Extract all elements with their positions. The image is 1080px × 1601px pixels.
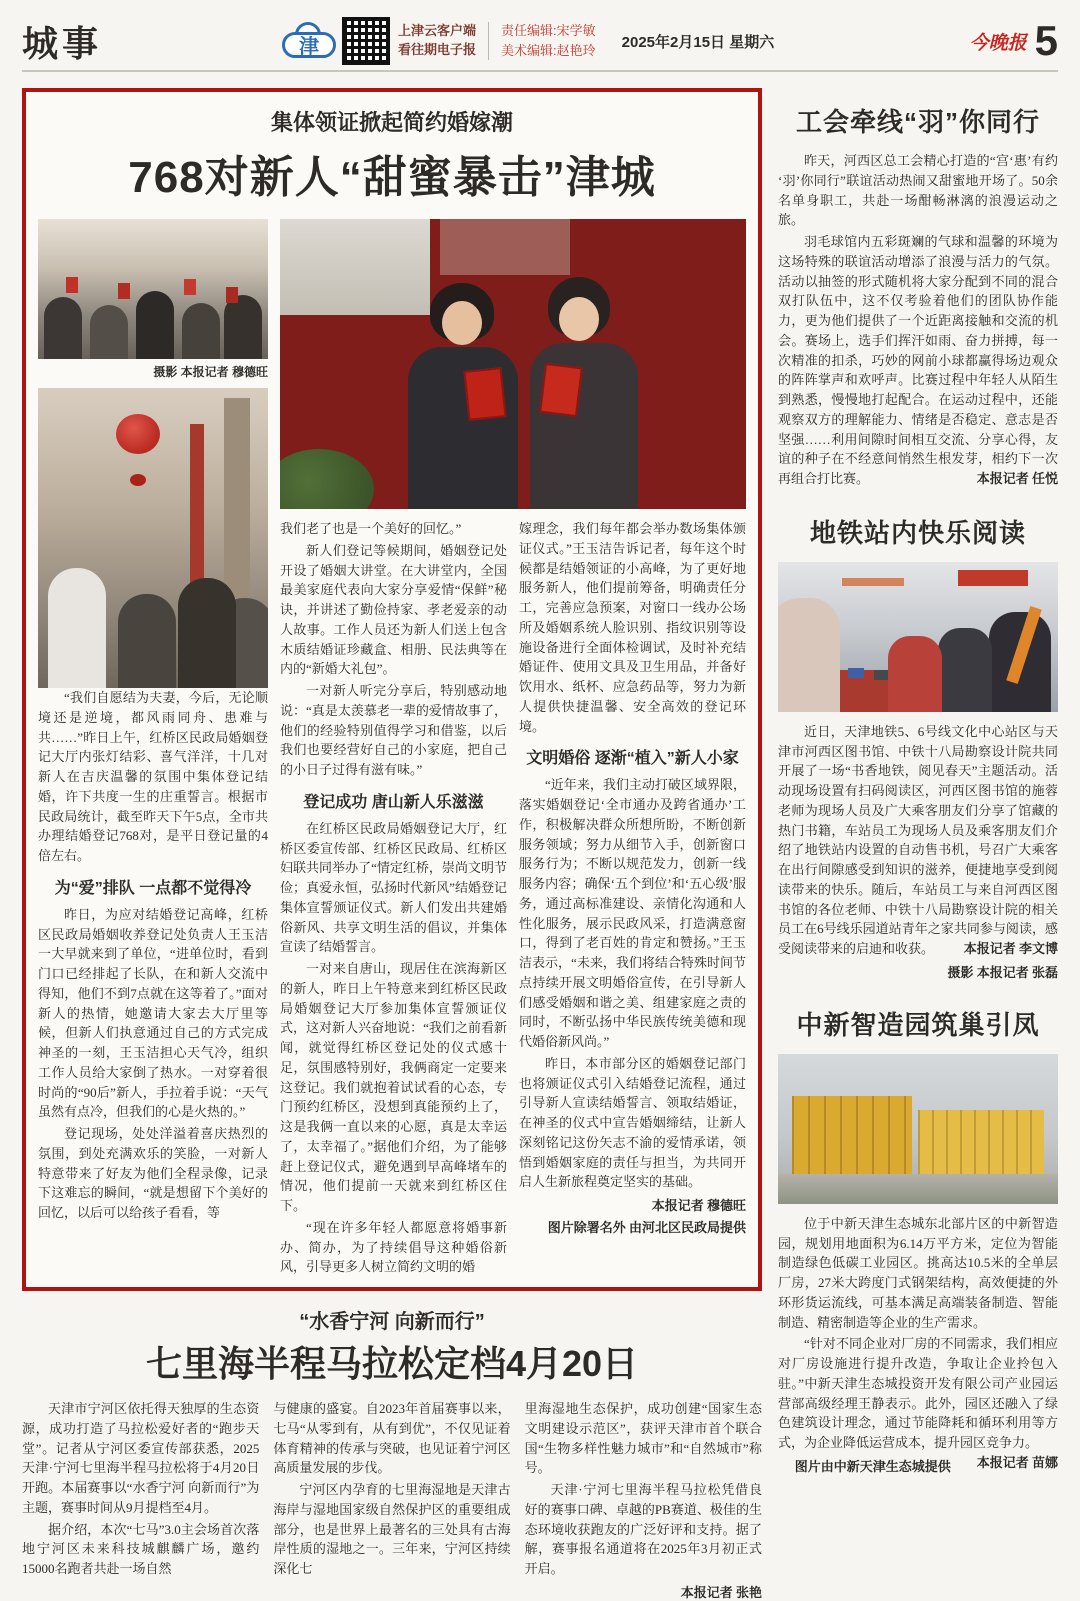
main-article-text-columns xyxy=(280,519,746,1279)
sidebar-article-byline: 本报记者 任悦 xyxy=(976,471,1058,486)
paragraph: 新人们登记等候期间，婚姻登记处开设了婚姻大讲堂。在大讲堂内，全国最美家庭代表向大家分享爱情“保鲜”秘诀，并讲述了勤俭持家、孝老爱亲的动人故事。工作人员还为新人们送上包含木质结婚证珍藏盒、相册、民法典等在内的“新婚大礼包”。 xyxy=(280,542,507,677)
jin-cloud-logo-icon xyxy=(282,22,336,60)
page-content xyxy=(22,88,1058,1601)
subhead-queue-for-love: 为“爱”排队 一点都不觉得冷 xyxy=(54,879,252,897)
bottom-column-1 xyxy=(22,1399,259,1601)
main-article-column-2 xyxy=(280,519,507,1279)
paragraph: 昨天，河西区总工会精心打造的“宫‘惠’有约 ‘羽’你同行”联谊活动热闹又甜蜜地开场了。50余名单身职工，共赴一场酣畅淋漓的浪漫运动之旅。 xyxy=(778,153,1058,228)
bottom-article-kicker: “水香宁河 向新而行” xyxy=(299,1311,485,1333)
bottom-article-columns xyxy=(22,1399,762,1601)
left-column xyxy=(22,88,762,1601)
page-date: 2025年2月15日 星期六 xyxy=(621,33,775,51)
sidebar-photo-byline: 摄影 本报记者 张磊 xyxy=(947,964,1058,980)
marriage-certificate-left xyxy=(463,367,506,421)
paragraph: 一对新人听完分享后，特别感动地说：“真是太羡慕老一辈的爱情故事了，他们的经验特别值得学习和借鉴，以后我们也要经营好自己的小家庭，把自己的小日子过得有滋有味。” xyxy=(280,683,507,777)
paragraph: 位于中新天津生态城东北部片区的中新智造园，规划用地面积为6.14万平方米，定位为智能制造绿色低碳工业园区。挑高达10.5米的全单层厂房，27米大跨度门式钢架结构，高效便捷的外环形货运流线，可基本满足高端装备制造、智能制造、精密制造等企业的生产需求。 xyxy=(778,1215,1058,1330)
paragraph: 宁河区内孕育的七里海湿地是天津古海岸与湿地国家级自然保护区的重要组成部分，也是世界上最著名的三处具有古海岸性质的湿地之一。三年来，宁河区持续深化七 xyxy=(273,1482,511,1576)
masthead xyxy=(969,17,1058,64)
photo-caption: 摄影 本报记者 穆德旺 xyxy=(153,365,268,379)
paragraph-text: 近日，天津地铁5、6号线文化中心站区与天津市河西区图书馆、中铁十八局勘察设计院共同开展了一场“书香地铁，阅见春天”主题活动。活动现场设置有扫码阅读区，河西区图书馆的施蓉老师为现场人员及广大乘客朋友们分享了馆藏的热门书籍，车站员工为现场人员及乘客朋友们介绍了地铁站内设置的自动售书机，号召广大乘客在出行间隙感受到知识的滋养，便捷地享受到阅读带来的快乐。随后，车站员工与来自河西区图书馆的各位老师、中铁十八局勘察设计院的相关员工在6号线乐园道站青年之家共同参与阅读，感受阅读带来的启迪和收获。 xyxy=(778,723,1058,956)
logo-character: 津 xyxy=(299,36,320,58)
bottom-column-2 xyxy=(273,1399,510,1601)
app-promo-text xyxy=(398,22,476,60)
paragraph: 在红桥区民政局婚姻登记大厅，红桥区委宣传部、红桥区民政局、红桥区妇联共同举办了“情定红桥，崇尚文明节俭；真爱永恒，弘扬时代新风”结婚登记集体宣誓颁证仪式。新人们发出共建婚俗新风、共享文明生活的倡议，并集体宣读了结婚誓言。 xyxy=(280,820,507,955)
paragraph: “现在许多年轻人都愿意将婚事新办、简办，为了持续倡导这种婚俗新风，引导更多人树立简约文明的婚 xyxy=(280,1219,507,1275)
bottom-column-3 xyxy=(525,1399,762,1601)
photo-metro-reading-event xyxy=(778,562,1058,712)
page-header xyxy=(22,12,1058,72)
main-article xyxy=(22,88,762,1291)
duty-editor: 责任编辑:宋学敏 xyxy=(501,22,596,38)
paragraph: 昨日，为应对结婚登记高峰，红桥区民政局婚姻收养登记处负责人王玉洁一大早就来到了单位，“进单位时，看到门口已经排起了长队，在和新人交流中得知，他们不到7点就在这等着了。”面对新人的热情，她邀请大家去大厅里等候，但新人们执意通过自己的方式完成神圣的一刻，王玉洁担心天气冷，组织工作人员给大家倒了热水。一对穿着很时尚的“90后”新人，手拉着手说：“天气虽然有点冷，但我们的心是火热的。” xyxy=(38,906,268,1120)
paragraph: 我们老了也是一个美好的回忆。” xyxy=(280,521,462,536)
marriage-certificate-right xyxy=(539,363,583,417)
paragraph-text: “针对不同企业对厂房的不同需求，我们相应对厂房设施进行提升改造，争取让企业拎包入驻。”中新天津生态城投资开发有限公司产业园运营部高级经理王静表示。此外，园区还融入了绿色建筑设计理念，通过节能降耗和循环利用等方式，为企业降低运营成本，提升园区竞争力。 xyxy=(778,1336,1058,1450)
paragraph: 昨日，本市部分区的婚姻登记部门也将颁证仪式引入结婚登记流程，通过引导新人宣读结婚誓言、领取结婚证，在神圣的仪式中宣告婚姻缔结，让新人深刻铭记这份矢志不渝的爱情承诺，领悟到婚姻家庭的责任与担当，为共同开启人生新旅程奠定坚实的基础。 xyxy=(519,1055,746,1190)
main-article-column-1 xyxy=(38,219,268,1279)
photo-industrial-park-buildings xyxy=(778,1054,1058,1204)
paragraph: 里海湿地生态保护，成功创建“国家生态文明建设示范区”，获评天津市首个联合国“生物多样性魅力城市”和“自然城市”称号。 xyxy=(524,1401,762,1476)
promo-line-1: 上津云客户端 xyxy=(398,23,477,39)
sidebar-article-smart-park xyxy=(778,1005,1058,1475)
sidebar-article-byline: 本报记者 李文博 xyxy=(963,941,1058,956)
main-article-columns-2-3 xyxy=(280,219,746,1279)
main-article-headline: 768对新人“甜蜜暴击”津城 xyxy=(128,153,656,202)
sidebar-article-title: 工会牵线“羽”你同行 xyxy=(795,107,1040,137)
paragraph: 与健康的盛宴。自2023年首届赛事以来，七马“从零到有，从有到优”，不仅见证着体育精神的传承与突破，也见证着宁河区高质量发展的步伐。 xyxy=(273,1401,511,1476)
paragraph: 嫁理念，我们每年都会举办数场集体颁证仪式。”王玉洁告诉记者，每年这个时候都是结婚领证的小高峰，为了更好地服务新人，他们提前筹备，明确责任分工，完善应急预案，对窗口一线办公场所及婚姻系统人脸识别、指纹识别等设施设备进行全面体检调试，及时补充结婚证件、使用文具及卫生用品，并备好饮用水、纸杯、应急药品等，努力为新人提供快捷温馨、安全高效的登记环境。 xyxy=(519,521,746,734)
red-lantern-shape xyxy=(116,414,160,454)
paragraph-text: 羽毛球馆内五彩斑斓的气球和温馨的环境为这场特殊的联谊活动增添了浪漫与活力的气氛。活动以抽签的形式随机将大家分配到不同的混合双打队伍中，这不仅考验着他们的团队协作能力，更为他们提供了一个近距离接触和交流的机会。赛场上，选手们挥汗如雨、奋力拼搏，每一次精准的扣杀，巧妙的网前小球都赢得场边观众的阵阵掌声和欢呼声。比赛过程中年轻人从陌生到熟悉，慢慢地打起配合。在运动过程中，还能观察双方的理解能力、情绪是否稳定、意志是否坚强……利用间隙时间相互交流、分享心得，友谊的种子在不经意间悄然生根发芽，相约下一次再组合打比赛。 xyxy=(778,234,1058,486)
photo-registration-hall-crowd xyxy=(38,219,268,359)
page-number: 5 xyxy=(1034,17,1058,64)
sidebar-article-byline: 本报记者 苗娜 xyxy=(976,1454,1058,1470)
sidebar xyxy=(778,88,1058,1601)
bottom-article-byline: 本报记者 张艳 xyxy=(680,1584,762,1600)
paragraph: 天津·宁河七里海半程马拉松凭借良好的赛事口碑、卓越的PB赛道、极佳的生态环境收获跑友的广泛好评和支持。据了解，赛事报名通道将在2025年3月初正式开启。 xyxy=(524,1482,762,1576)
main-article-kicker: 集体领证掀起简约婚嫁潮 xyxy=(270,110,513,135)
paragraph: 天津市宁河区依托得天独厚的生态资源，成功打造了马拉松爱好者的“跑步天堂”。记者从宁河区委宣传部获悉，2025天津·宁河七里海半程马拉松将于4月20日开跑。本届赛事以“水香宁河 向新而行”为主题，赛事时间从9月提档至4月。 xyxy=(22,1401,260,1515)
photo-lantern-queue xyxy=(38,388,268,688)
subhead-civilized-wedding: 文明婚俗 逐渐“植入”新人小家 xyxy=(526,750,739,768)
paragraph xyxy=(778,232,1058,489)
photo-couple-certificates xyxy=(280,219,746,509)
paragraph: “近年来，我们主动打破区域界限，落实婚姻登记‘全市通办及跨省通办’工作，积极解决群众所想所盼，不断创新服务领域；努力从细节入手，创新窗口服务行为；不断以规范发力，创新一线服务内容；确保‘五个到位’和‘五心级’服务，通过高标准建设、亲情化沟通和人性化服务，展示民政风采，打造满意窗口，得到了老百姓的肯定和赞扬。”王玉洁表示，“未来，我们将结合特殊时间节点持续开展文明婚俗宣传，在引导新人们感受婚姻和谐之美、组建家庭之责的同时，不断弘扬中华民族传统美德和现代婚俗新风尚。” xyxy=(519,777,746,1049)
subhead-tangshan-couple: 登记成功 唐山新人乐滋滋 xyxy=(303,793,484,811)
sidebar-photo-credit: 图片由中新天津生态城提供 xyxy=(794,1458,951,1474)
paragraph: 一对来自唐山，现居住在滨海新区的新人，昨日上午特意来到红桥区民政局婚姻登记大厅参加集体宣誓颁证仪式，这对新人兴奋地说：“我们之前看新闻，就觉得红桥区登记处的仪式感十足，氛围感特别好，我俩商定一定要来这登记。我们就抱着试试看的心态，专门预约红桥区，没想到真能预约上了，这是我俩一直以来的心愿，真是太幸运了，太幸福了。”据他们介绍，为了能够赶上登记仪式，避免遇到早高峰堵车的情况，他们提前一天就来到红桥区住下。 xyxy=(280,961,507,1213)
sidebar-article-title: 地铁站内快乐阅读 xyxy=(809,517,1026,548)
main-article-body xyxy=(38,219,746,1279)
paragraph: 据介绍，本次“七马”3.0主会场首次落地宁河区未来科技城麒麟广场，邀约15000名跑者共赴一场自然 xyxy=(22,1521,260,1576)
promo-line-2: 看往期电子报 xyxy=(398,42,477,57)
bottom-article xyxy=(22,1305,762,1601)
main-article-byline: 本报记者 穆德旺 xyxy=(651,1198,746,1213)
paragraph: “我们自愿结为夫妻，今后，无论顺境还是逆境，都风雨同舟、患难与共……”昨日上午，红桥区民政局婚姻登记大厅内张灯结彩、喜气洋洋，十几对新人在吉庆温馨的氛围中集体登记结婚，许下共度一生的庄重誓言。根据市民政局统计，截至昨天下午5点，全市共办理结婚登记768对，是平日登记量的4倍左右。 xyxy=(38,690,268,863)
editors-block xyxy=(501,21,596,61)
section-title: 城事 xyxy=(22,22,103,64)
masthead-logo: 今晚报 xyxy=(969,32,1027,54)
paragraph xyxy=(778,722,1058,959)
main-article-photo-credit: 图片除署名外 由河北区民政局提供 xyxy=(547,1220,746,1235)
bottom-article-headline: 七里海半程马拉松定档4月20日 xyxy=(145,1343,639,1384)
sidebar-article-badminton xyxy=(778,102,1058,489)
sidebar-article-title: 中新智造园筑巢引凤 xyxy=(796,1009,1040,1040)
header-divider xyxy=(488,22,489,60)
sidebar-article-metro-reading xyxy=(778,513,1058,981)
main-article-column-3 xyxy=(519,519,746,1279)
header-middle xyxy=(282,17,476,65)
paragraph: 登记现场，处处洋溢着喜庆热烈的氛围，到处充满欢乐的笑脸，一对新人特意带来了好友为他们全程录像，记录下这难忘的瞬间，“就是想留下个美好的回忆，以后可以给孩子看看，等 xyxy=(38,1126,268,1220)
qr-code-icon xyxy=(342,17,390,65)
art-editor: 美术编辑:赵艳玲 xyxy=(501,43,596,58)
